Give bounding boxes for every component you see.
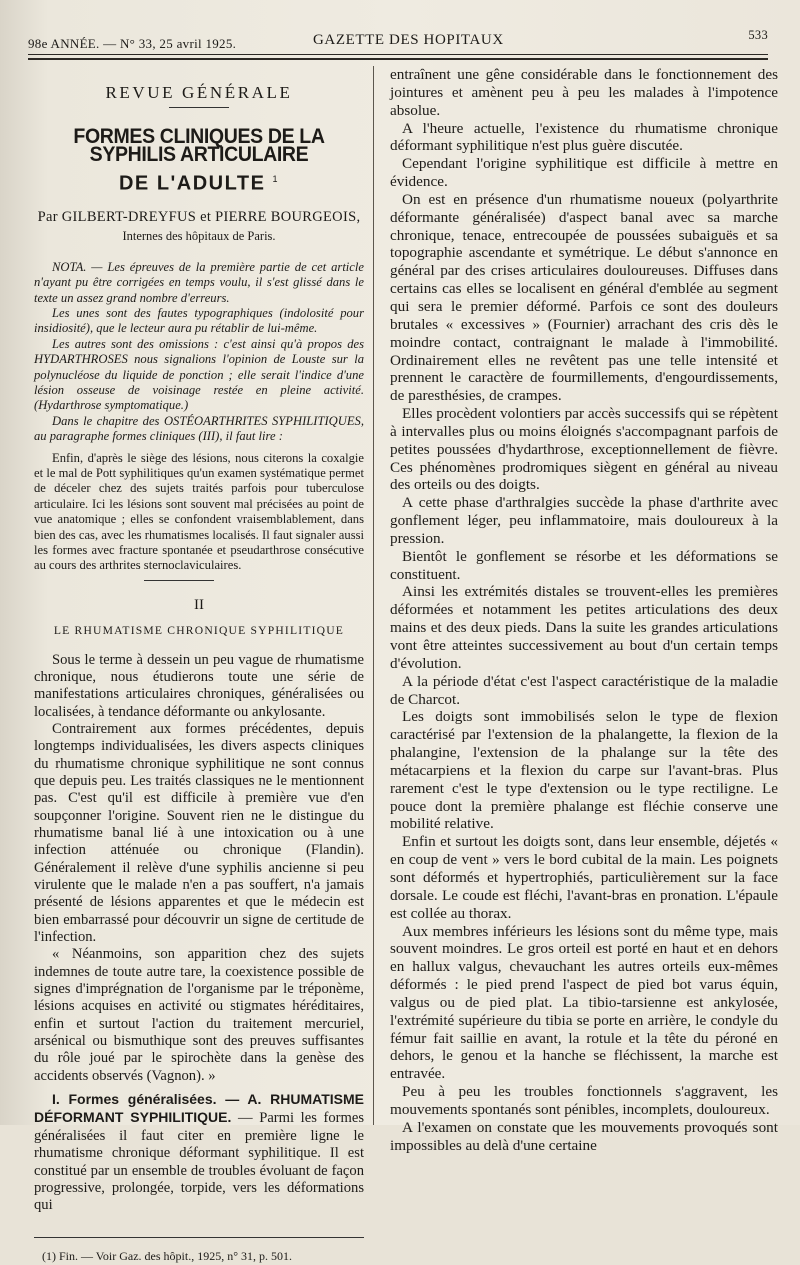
note-paragraph: Les autres sont des omissions : c'est ainsi qu'à propos des HYDARTHROSES nous signalions l'opinion de Louste sur la polynucléose du liquide de ponction ; elle serait l'indice d'une lésion osseuse de voisinage restée en pleine activité. (Hydarthrose symptomatique.)	[34, 336, 364, 413]
note-paragraph: Enfin, d'après le siège des lésions, nous citerons la coxalgie et le mal de Pott syphilitiques qu'un examen systématique permet de déceler chez des sujets traités parfois pour tuberculose articulaire. Ici les lésions sont souvent mal précisées au point de vue anatomique ; elles se confondent vraisemblablement, dans bien des cas, avec les rhumatismes localisés. Il faut signaler aussi les formes avec fracture spontanée et pseudarthrose consécutive au cours des arthrites sternoclaviculaires.	[34, 450, 364, 573]
body-paragraph	[34, 1091, 364, 1214]
body-paragraph: On est en présence d'un rhumatisme noueux (polyarthrite déformante généralisée) d'aspect banal avec sa marche chronique, tenace, entrecoupée de poussées subaiguës et sa topographie ascendante et symétrique. Le début s'annonce en général par des crises articulaires douloureuses. Diffuses dans certains cas elles se localisent en général d'emblée au segment qui sera le premier déformé. Parfois ce sont des douleurs brutales « excessives » (Fournier) arrachant des cris dès le moindre contact, contraignant le malade à l'immobilité. Ordinairement elles ne revêtent pas une telle intensité et prennent le caractère de fourmillements, d'engourdissements, de paresthésies, de crampes.	[390, 190, 778, 405]
section-rule	[169, 107, 229, 108]
footnote-rule	[34, 1237, 364, 1238]
body-paragraph: entraînent une gêne considérable dans le fonctionnement des jointures et amènent peu à peu les malades à l'impotence absolue.	[390, 66, 778, 119]
article-title: FORMES CLINIQUES DE LA SYPHILIS ARTICULAIRE	[73, 125, 325, 166]
section-heading: LE RHUMATISME CHRONIQUE SYPHILITIQUE	[53, 624, 345, 638]
note-paragraph: Les unes sont des fautes typographiques (indolosité pour insidiosité), que le lecteur aura pu rétablir de lui-même.	[34, 305, 364, 336]
erratum-note	[34, 260, 364, 574]
body-paragraph: Ainsi les extrémités distales se trouvent-elles les premières déformées et notamment les petites articulations des deux mains et des deux pieds. Dans la suite les grandes articulations vont être atteintes successivement au bout d'un certain temps d'évolution.	[390, 583, 778, 672]
footnote: (1) Fin. — Voir Gaz. des hôpit., 1925, n° 31, p. 501.	[42, 1248, 293, 1263]
body-paragraph: A l'heure actuelle, l'existence du rhumatisme chronique déformant syphilitique n'est plus guère discutée.	[390, 119, 778, 155]
body-paragraph: A l'examen on constate que les mouvements provoqués sont impossibles au delà d'une certaine	[390, 1118, 778, 1154]
body-paragraph: Sous le terme à dessein un peu vague de rhumatisme chronique, nous étudierons toute une série de manifestations articulaires chroniques, généralisées ou localisées, à tendance déformante ou ankylosante.	[34, 651, 364, 720]
body-paragraph: Les doigts sont immobilisés selon le type de flexion caractérisé par l'extension de la phalangette, la flexion de la phalangine, l'extension de la phalange sur la tête des métacarpiens et la flexion du carpe sur l'avant-bras. Plus rarement c'est le type d'extension ou le type rectiligne. Le pouce dont la première phalange est fléchie conserve une mobilité relative.	[390, 708, 778, 833]
running-header	[28, 28, 768, 54]
column-separator	[373, 66, 374, 1125]
authors: Par GILBERT-DREYFUS et PIERRE BOURGEOIS,	[37, 209, 361, 226]
body-paragraph: Contrairement aux formes précédentes, depuis longtemps individualisées, les divers aspects cliniques du rhumatisme chronique syphilitique ne sont connus que depuis peu. Les traités classiques ne le mentionnent pas. C'est qu'il est difficile à première vue d'en soupçonner l'origine. Souvent rien ne le distingue du rhumatisme banal lié à une intoxication ou à une infection atténuée ou chronique (Flandin). Généralement il relève d'une syphilis ancienne si peu virulente que le malade n'en a pas souffert, n'a jamais présenté de lésions apparentes et que le médecin est bien embarrassé pour découvrir un signe de certitude de l'infection.	[34, 720, 364, 946]
header-rule-thick	[28, 58, 768, 60]
subsection-text: — Parmi les formes généralisées il faut citer en première ligne le rhumatisme chronique déformant syphilitique. Il est constitué par un ensemble de troubles évoluant de façon progressive, prolongée, torpide, vers les déformations qui	[34, 1110, 365, 1214]
article-subtitle	[34, 171, 364, 193]
body-paragraph: Bientôt le gonflement se résorbe et les déformations se constituent.	[390, 547, 778, 583]
title-footnote-mark: 1	[272, 174, 279, 185]
left-column	[34, 66, 364, 1265]
note-paragraph: Dans le chapitre des OSTÉOARTHRITES SYPHILITIQUES, au paragraphe formes cliniques (III), il faut lire :	[34, 413, 364, 444]
header-rule-thin	[28, 54, 768, 55]
body-paragraph: « Néanmoins, son apparition chez des sujets indemnes de toute autre tare, la coexistence possible de signes d'imprégnation de l'organisme par le tréponème, lésions acquises en activité ou stigmates héréditaires, enfin et surtout l'action du traitement mercuriel, arsénical ou bismuthique sont des preuves suffisantes du rôle joué par le spirochète dans la genèse des accidents observés (Vagnon). »	[34, 946, 364, 1084]
body-paragraph: Cependant l'origine syphilitique est difficile à mettre en évidence.	[390, 155, 778, 191]
body-paragraph: Enfin et surtout les doigts sont, dans leur ensemble, déjetés « en coup de vent » vers le bord cubital de la main. Les poignets sont déformés et hypertrophiés, particulièrement sur la face dorsale. Le coude est fléchi, l'avant-bras en pronation. L'épaule est collée au thorax.	[390, 833, 778, 922]
body-paragraph: Peu à peu les troubles fonctionnels s'aggravent, les mouvements spontanés sont pénibles, incomplets, douloureux.	[390, 1083, 778, 1118]
article-subtitle-text: DE L'ADULTE	[118, 172, 266, 195]
body-paragraph: Elles procèdent volontiers par accès successifs qui se répètent à intervalles plus ou moins éloignés s'accompagnant parfois de petites poussées d'hydarthrose, exceptionnellement de fièvre. Ces phénomènes prodromiques siègent en général au niveau des orteils ou des doigts.	[390, 405, 778, 494]
subsection-heading: I. Formes généralisées. — A. RHUMATISME DÉFORMANT SYPHILITIQUE.	[34, 1091, 364, 1126]
body-paragraph: Aux membres inférieurs les lésions sont du même type, mais souvent moindres. Le gros orteil est porté en haut et en dehors en hallux valgus, chevauchant les autres orteils eux-mêmes déformés : le pied prend l'aspect de pied bot varus équin, valgus ou de pied plat. La tibio-tarsienne est ankylosée, l'extrémité supérieure du tibia se porte en arrière, le condyle du fémur fait saillie en avant, la rotule et la tête du péroné en dehors, le genou et la hanche se fléchissent, la marche est entravée.	[390, 922, 778, 1083]
note-paragraph: NOTA. — Les épreuves de la première partie de cet article n'ayant pu être corrigées en temps voulu, il s'est glissé dans le texte un assez grand nombre d'erreurs.	[34, 259, 364, 305]
page-number: 533	[748, 28, 768, 42]
body-paragraph: A cette phase d'arthralgies succède la phase d'arthrite avec gonflement léger, peu inflammatoire, mais douloureux à la pression.	[390, 494, 778, 547]
journal-title: GAZETTE DES HOPITAUX	[313, 32, 504, 48]
affiliation: Internes des hôpitaux de Paris.	[122, 229, 276, 244]
section-number: II	[194, 596, 204, 613]
section-label: REVUE GÉNÉRALE	[105, 83, 293, 102]
right-column	[390, 66, 778, 1154]
body-paragraph: A la période d'état c'est l'aspect caractéristique de la maladie de Charcot.	[390, 672, 778, 708]
issue-info: 98e ANNÉE. — N° 33, 25 avril 1925.	[28, 36, 237, 51]
note-end-rule	[144, 580, 214, 581]
